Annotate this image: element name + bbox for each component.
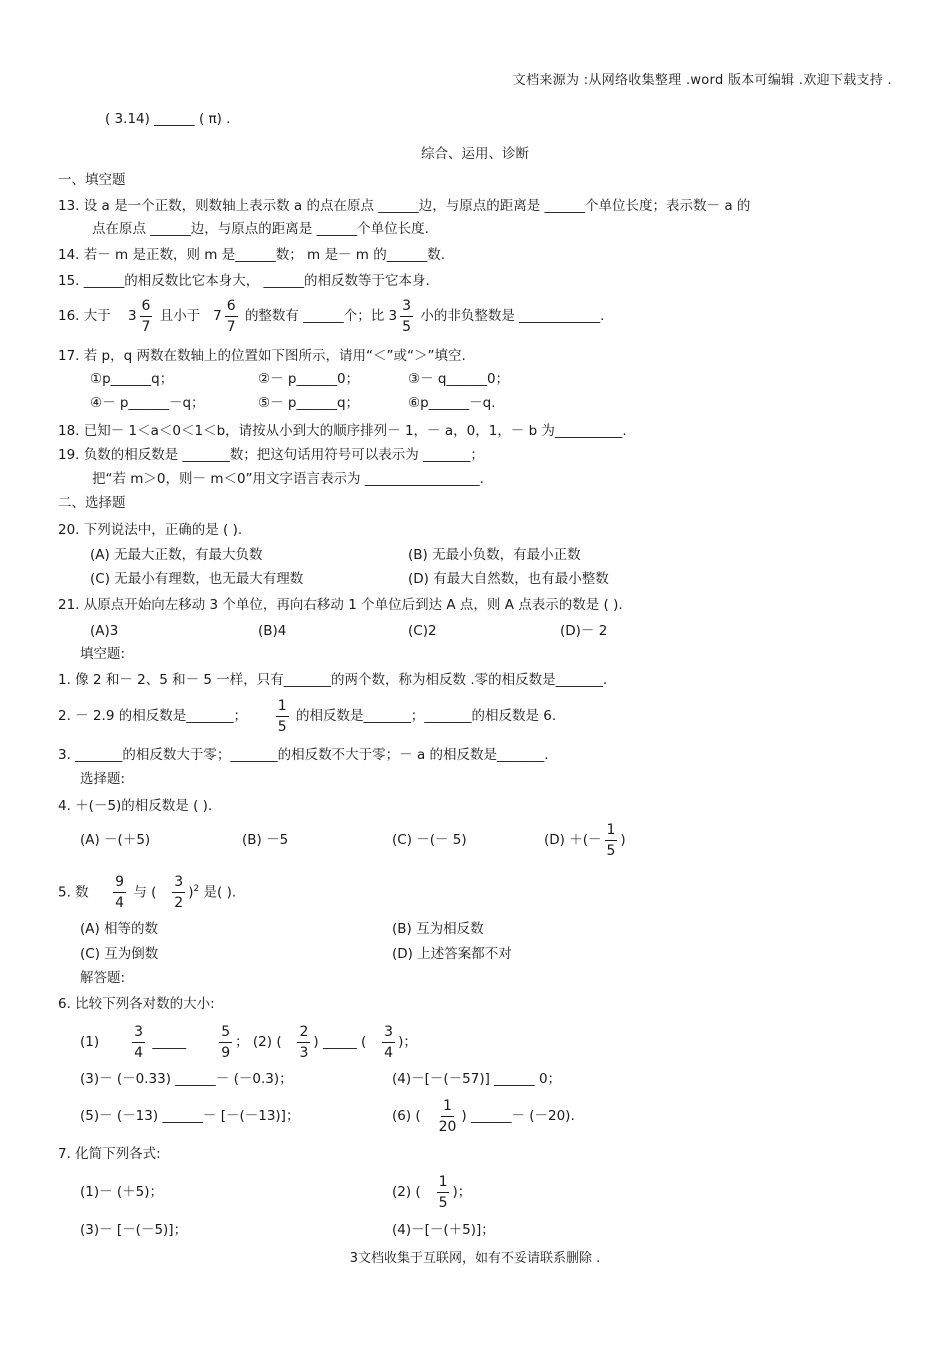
answer-6-item4: (4)－[－(－57)] ______ 0； (392, 1071, 562, 1087)
question-21-opt-b: (B)4 (258, 623, 287, 639)
question-18: 18. 已知－ 1＜a＜0＜1＜b，请按从小到大的顺序排列－ 1，－ a，0，1，－ b 为__________. (58, 423, 627, 439)
choice-4-opt-a: (A) －(＋5) (80, 832, 151, 848)
page-footer: 3文档收集于互联网，如有不妥请联系删除 . (349, 1251, 601, 1266)
question-19-line1: 19. 负数的相反数是 _______数；把这句话用符号可以表示为 _______； (58, 447, 484, 463)
answer-question-7: 7. 化简下列各式: (58, 1146, 161, 1162)
question-13-line2: 点在原点 ______边，与原点的距离是 ______个单位长度. (92, 221, 429, 237)
question-17-opt3: ③－ q______0； (408, 371, 510, 387)
question-17-opt2: ②－ p______0； (258, 371, 360, 387)
mixed-number-2: 7 $\frac{6}{7}$ (213, 297, 236, 335)
choice-4-opt-b: (B) －5 (242, 832, 289, 848)
choice-5-opt-a: (A) 相等的数 (80, 921, 159, 937)
part1-title: 一、填空题 (58, 172, 126, 188)
mixed-number-1: 3 $\frac{6}{7}$ (127, 297, 151, 335)
fill-title: 填空题: (80, 646, 126, 662)
question-20-opt-b: (B) 无最小负数，有最小正数 (408, 547, 581, 563)
question-16: 16. 大于 3 $\frac{6}{7}$ 且小于 7 $\frac{6}{7}$ 的整数有 ______个；比 3 $\frac{3}{5}$ 小的非负整数是 ____________. (58, 297, 605, 335)
question-21: 21. 从原点开始向左移动 3 个单位，再向右移动 1 个单位后到达 A 点，则 A 点表示的数是 ( ). (58, 597, 623, 613)
fill-question-2: 2. － 2.9 的相反数是_______； $\frac{1}{5}$ 的相反数是_______；_______的相反数是 6. (58, 697, 557, 735)
question-17-opt5: ⑤－ p______q； (258, 395, 360, 411)
choice-5-opt-c: (C) 互为倒数 (80, 946, 159, 962)
top-line: ( 3.14) ______ ( π) . (105, 111, 231, 127)
question-21-opt-c: (C)2 (408, 623, 437, 639)
question-21-opt-d: (D)－ 2 (560, 623, 608, 639)
answer-7-item2: (2) ( $\frac{1}{5}$ )； (392, 1173, 472, 1211)
question-17-opt4: ④－ p______－q； (90, 395, 205, 411)
choice-4-opt-c: (C) －(－ 5) (392, 832, 467, 848)
choice-5-opt-d: (D) 上述答案都不对 (392, 946, 512, 962)
question-20: 20. 下列说法中，正确的是 ( ). (58, 522, 243, 538)
answer-7-item3: (3)－ [－(－5)]； (80, 1222, 188, 1238)
answer-7-item4: (4)－[－(＋5)]； (392, 1222, 495, 1238)
question-21-opt-a: (A)3 (90, 623, 119, 639)
answer-7-item1: (1)－ (＋5)； (80, 1184, 164, 1200)
fill-question-1: 1. 像 2 和－ 2、5 和－ 5 一样，只有_______的两个数，称为相反数 .零的相反数是_______. (58, 672, 608, 688)
answer-title: 解答题: (80, 970, 126, 986)
answer-6-item6: (6) ( $\frac{1}{20}$ ) ______－ (－20). (392, 1097, 575, 1135)
question-14: 14. 若－ m 是正数，则 m 是______数； m 是－ m 的______数. (58, 247, 445, 263)
question-17-opt1: ①p______q； (90, 371, 174, 387)
page-header: 文档来源为 :从网络收集整理 .word 版本可编辑 .欢迎下载支持 . (512, 73, 892, 88)
choice-title: 选择题: (80, 771, 126, 787)
choice-question-4: 4. ＋(－5)的相反数是 ( ). (58, 798, 213, 814)
question-17: 17. 若 p，q 两数在数轴上的位置如下图所示，请用“＜”或“＞”填空. (58, 348, 466, 364)
fill-question-3: 3. _______的相反数大于零；_______的相反数不大于零；－ a 的相反数是_______. (58, 747, 549, 763)
answer-question-6: 6. 比较下列各对数的大小: (58, 996, 215, 1012)
answer-6-item3: (3)－ (－0.33) ______－ (－0.3)； (80, 1071, 293, 1087)
mixed-number-3: 3 $\frac{3}{5}$ (388, 297, 412, 335)
question-17-opt6: ⑥p______－q. (408, 395, 496, 411)
question-20-opt-c: (C) 无最小有理数，也无最大有理数 (90, 571, 304, 587)
question-20-opt-a: (A) 无最大正数，有最大负数 (90, 547, 263, 563)
choice-question-5: 5. 数 $\frac{9}{4}$ 与 ( $\frac{3}{2}$ )$^2$ 是( ). (58, 874, 237, 911)
choice-4-opt-d: (D) ＋(－ $\frac{1}{5}$ ) (544, 821, 626, 859)
section-title: 综合、运用、诊断 (421, 146, 529, 162)
question-15: 15. ______的相反数比它本身大， ______的相反数等于它本身. (58, 273, 430, 289)
choice-question-4-opts (80, 820, 150, 860)
question-13-line1: 13. 设 a 是一个正数，则数轴上表示数 a 的点在原点 ______边，与原点的距离是 ______个单位长度；表示数－ a 的 (58, 198, 751, 214)
answer-6-item5: (5)－ (－13) ______－ [－(－13)]； (80, 1108, 300, 1124)
fraction-one-fifth: $\frac{1}{5}$ (277, 697, 287, 735)
answer-6-row1: (1) $\frac{3}{4}$ _____ $\frac{5}{9}$ ； (2) ( $\frac{2}{3}$ ) _____ ( $\frac{3}{4}$ )； (80, 1023, 417, 1061)
part2-title: 二、选择题 (58, 495, 126, 511)
question-19-line2: 把“若 m＞0，则－ m＜0”用文字语言表示为 _________________. (92, 471, 484, 487)
question-20-opt-d: (D) 有最大自然数，也有最小整数 (408, 571, 609, 587)
choice-5-opt-b: (B) 互为相反数 (392, 921, 484, 937)
